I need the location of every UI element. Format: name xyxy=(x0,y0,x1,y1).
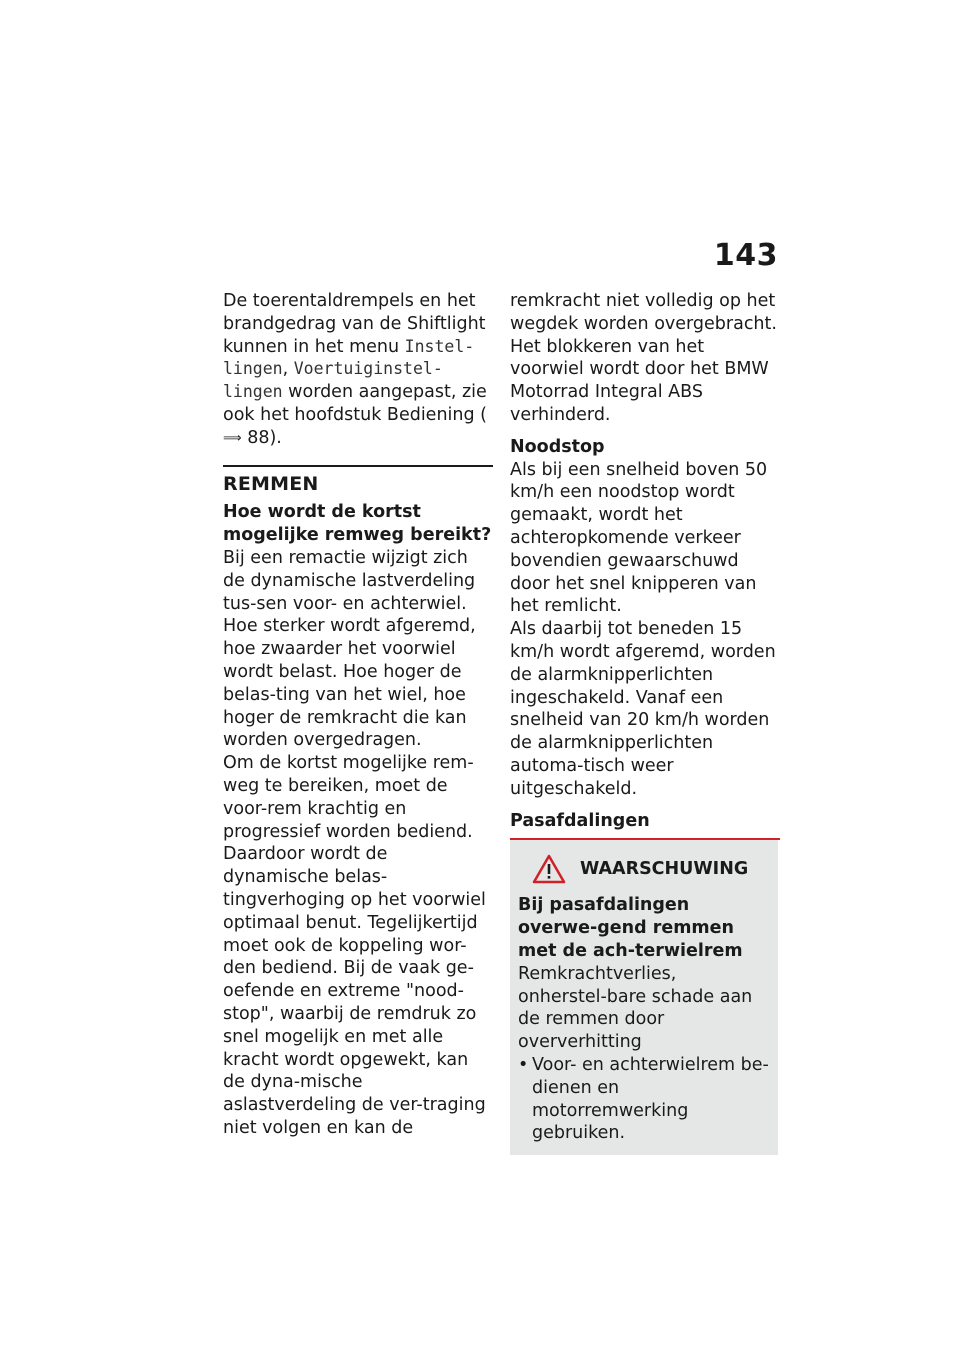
intro-paragraph xyxy=(223,290,493,451)
warning-bullet-text: Voor- en achterwielrem be-dienen en motorremwerking gebruiken. xyxy=(532,1054,769,1144)
body-paragraph: remkracht niet volledig op het wegdek worden overgebracht. Het blokkeren van het voorwiel wordt door het BMW Motorrad Integral ABS verhinderd. xyxy=(510,291,777,425)
warning-title: WAARSCHUWING xyxy=(580,858,749,879)
intro-text-3: worden aangepast, zie ook het hoofdstuk Bediening ( xyxy=(223,382,487,425)
page-number: 143 xyxy=(713,238,778,273)
warning-bullet xyxy=(518,1054,770,1145)
body-paragraph: Om de kortst mogelijke rem-weg te bereiken, moet de voor-rem krachtig en progressief worden bediend. Daardoor wordt de dynamische belas-tingverhoging op het voorwiel optimaal benut. Tegelijkertijd moet ook de koppeling wor-den bediend. Bij de vaak ge-oefende en extreme "nood-stop", waarbij de remdruk zo snel mogelijk en met alle kracht wordt opgewekt, kan de dyna-mische aslastverdeling de ver-traging niet volgen en kan de xyxy=(223,753,486,1138)
right-column xyxy=(510,290,780,1155)
menu-path-vehicle-settings: Voertuiginstel-lingen xyxy=(223,359,443,402)
body-paragraph: Als daarbij tot beneden 15 km/h wordt afgeremd, worden de alarmknipperlichten ingeschakeld. Vanaf een snelheid van 20 km/h worden de alarmknipperlichten automa-tisch weer uitgeschakeld. xyxy=(510,619,776,799)
left-column xyxy=(223,290,493,1140)
warning-header xyxy=(532,854,770,884)
section-divider xyxy=(223,465,493,467)
body-paragraph: Bij een remactie wijzigt zich de dynamische lastverdeling tus-sen voor- en achterwiel. Hoe sterker wordt afgeremd, hoe zwaarder het voorwiel wordt belast. Hoe hoger de belas-ting van het wiel, hoe hoger de remkracht die kan worden overgedragen. xyxy=(223,547,476,751)
warning-triangle-icon xyxy=(532,854,566,884)
section-title: REMMEN xyxy=(223,472,319,495)
warning-consequence: Remkrachtverlies, onherstel-bare schade aan de remmen door oververhitting xyxy=(518,963,753,1053)
menu-path-settings: Instel-lingen xyxy=(223,336,475,379)
subheading-emergency-stop: Noodstop xyxy=(510,436,605,457)
page-reference-arrow-icon: ⟹ xyxy=(223,430,242,446)
subheading-shortest-braking: Hoe wordt de kortst mogelijke remweg bereikt? xyxy=(223,502,492,546)
warning-box xyxy=(510,840,778,1155)
subheading-pass-descents: Pasafdalingen xyxy=(510,810,650,831)
intro-text-1: De toerentaldrempels en het brandgedrag van de Shiftlight kunnen in het menu xyxy=(223,291,486,357)
intro-text-2: , xyxy=(282,359,294,380)
warning-heading: Bij pasafdalingen overwe-gend remmen met de ach-terwielrem xyxy=(518,895,743,961)
bullet-dot: • xyxy=(518,1054,529,1075)
intro-ref-page[interactable]: 88). xyxy=(241,427,282,448)
body-paragraph: Als bij een snelheid boven 50 km/h een noodstop wordt gemaakt, wordt het achteropkomende verkeer bovendien gewaarschuwd door het snel knipperen van het remlicht. xyxy=(510,459,768,617)
